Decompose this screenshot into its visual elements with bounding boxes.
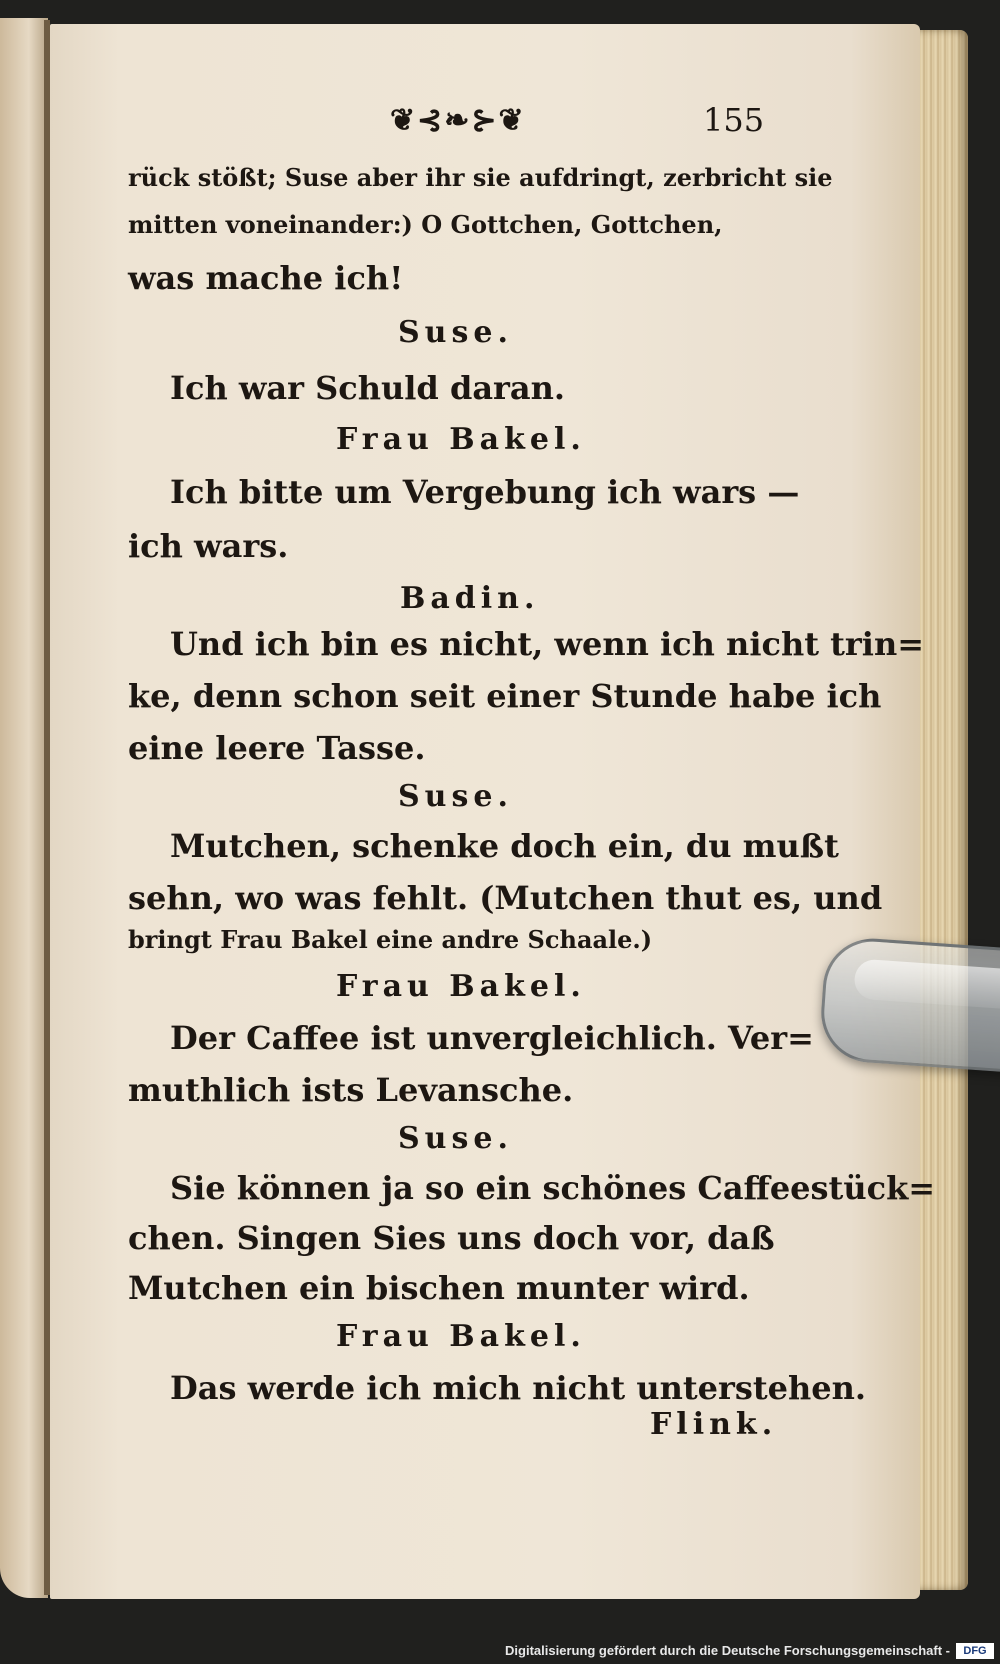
page-number: 155 — [703, 101, 765, 139]
speaker-name: Suse. — [398, 779, 513, 814]
text-line: Das werde ich mich nicht unterstehen. — [170, 1369, 867, 1407]
speaker-name: Badin. — [400, 581, 540, 616]
text-line: Ich war Schuld daran. — [170, 369, 566, 407]
speaker-name: Suse. — [398, 315, 513, 350]
text-line: Mutchen, schenke doch ein, du mußt — [170, 827, 839, 865]
text-line: was mache ich! — [128, 259, 404, 297]
text-line: Ich bitte um Vergebung ich wars — — [170, 473, 800, 511]
text-line: Der Caffee ist unvergleichlich. Ver= — [170, 1019, 814, 1057]
left-page-edge — [0, 18, 48, 1598]
text-line: Mutchen ein bischen munter wird. — [128, 1269, 750, 1307]
text-line: ich wars. — [128, 527, 289, 565]
speaker-name: Frau Bakel. — [336, 969, 586, 1004]
speaker-name: Frau Bakel. — [336, 1319, 586, 1354]
text-line: Und ich bin es nicht, wenn ich nicht trin= — [170, 625, 925, 663]
funding-credit: Digitalisierung gefördert durch die Deutsche Forschungsgemeinschaft - — [505, 1643, 950, 1658]
text-line: muthlich ists Levansche. — [128, 1071, 574, 1109]
stage-direction: bringt Frau Bakel eine andre Schaale.) — [128, 925, 653, 954]
text-line: mitten voneinander:) O Gottchen, Gottchen, — [128, 210, 723, 239]
text-line: ke, denn schon seit einer Stunde habe ich — [128, 677, 882, 715]
speaker-name: Frau Bakel. — [336, 422, 586, 457]
clip-highlight — [853, 958, 1000, 1010]
text-line: eine leere Tasse. — [128, 729, 426, 767]
text-line: Sie können ja so ein schönes Caffeestück= — [170, 1169, 936, 1207]
page-holder-clip — [818, 935, 1000, 1072]
speaker-name: Suse. — [398, 1121, 513, 1156]
catchword: Flink. — [650, 1407, 778, 1442]
text-line: chen. Singen Sies uns doch vor, daß — [128, 1219, 775, 1257]
header-ornament: ❦⊰❧⊱❦ — [390, 103, 526, 138]
text-line: sehn, wo was fehlt. (Mutchen thut es, und — [128, 879, 883, 917]
text-line: rück stößt; Suse aber ihr sie aufdringt, zerbricht sie — [128, 163, 833, 192]
page-stack-edge — [912, 30, 968, 1590]
dfg-logo: DFG — [956, 1643, 994, 1659]
